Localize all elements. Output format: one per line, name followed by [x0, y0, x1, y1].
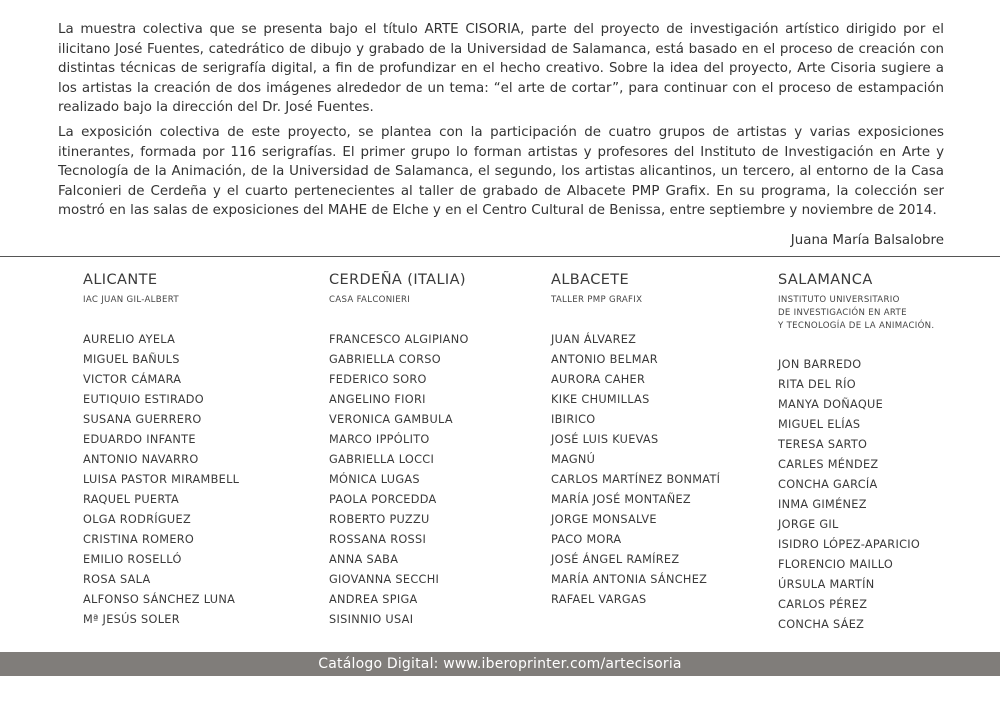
artist-name: CONCHA SÁEZ [778, 618, 865, 631]
artist-name: ANGELINO FIORI [329, 393, 426, 406]
group-salamanca [778, 270, 934, 333]
artist-name: ANTONIO NAVARRO [83, 453, 199, 466]
artist-list-cerdena [329, 330, 469, 630]
artist-name: AURORA CAHER [551, 373, 646, 386]
artist-name: GABRIELLA LOCCI [329, 453, 435, 466]
artist-name: VERONICA GAMBULA [329, 413, 453, 426]
artist-list-alicante [83, 330, 239, 630]
artist-name: CARLES MÉNDEZ [778, 458, 879, 471]
artist-name: CARLOS PÉREZ [778, 598, 868, 611]
artist-name: PACO MORA [551, 533, 622, 546]
artist-name: MIGUEL BAÑULS [83, 353, 180, 366]
artist-name: CARLOS MARTÍNEZ BONMATÍ [551, 473, 721, 486]
artist-name: OLGA RODRÍGUEZ [83, 513, 191, 526]
divider-line [0, 256, 1000, 257]
artist-name: ANDREA SPIGA [329, 593, 418, 606]
group-cerdena [329, 270, 466, 307]
artist-name: JUAN ÁLVAREZ [551, 333, 637, 346]
artist-name: VICTOR CÁMARA [83, 373, 182, 386]
artist-list-salamanca [778, 355, 920, 635]
artist-name: MANYA DOÑAQUE [778, 398, 884, 411]
artist-name: JON BARREDO [778, 358, 862, 371]
artist-name: JORGE GIL [778, 518, 839, 531]
intro-text [58, 20, 944, 226]
artist-name: ÚRSULA MARTÍN [778, 578, 875, 591]
artist-name: ANNA SABA [329, 553, 399, 566]
group-subtitle: TALLER PMP GRAFIX [551, 295, 643, 305]
artist-name: MARÍA JOSÉ MONTAÑEZ [551, 493, 691, 506]
group-title: ALICANTE [83, 272, 158, 288]
group-subtitle: IAC JUAN GIL-ALBERT [83, 295, 179, 305]
artist-name: FEDERICO SORO [329, 373, 427, 386]
artist-name: ROBERTO PUZZU [329, 513, 430, 526]
intro-paragraph-2: La exposición colectiva de este proyecto, se plantea con la participación de cuatro grupos de artistas y varias exposiciones itinerantes, formada por 116 serigrafías. El primer grupo lo forman artistas y profesores del Instituto de Investigación en Arte y Tecnología de la Animación, de la Universidad de Salamanca, el segundo, los artistas alicantinos, un tercero, al entorno de la Casa Falconieri de Cerdeña y el cuarto pertenecientes al taller de grabado de Albacete PMP Grafix. En su programa, la colección ser mostró en las salas de exposiciones del MAHE de Elche y en el Centro Cultural de Benissa, entre septiembre y noviembre de 2014. [58, 124, 944, 219]
group-title: ALBACETE [551, 272, 630, 288]
artist-name: MARÍA ANTONIA SÁNCHEZ [551, 573, 708, 586]
artist-name: FRANCESCO ALGIPIANO [329, 333, 469, 346]
artist-name: ROSA SALA [83, 573, 151, 586]
artist-name: MÓNICA LUGAS [329, 473, 420, 486]
artist-name: FLORENCIO MAILLO [778, 558, 894, 571]
group-albacete [551, 270, 642, 307]
group-subtitle: CASA FALCONIERI [329, 295, 411, 305]
group-title: SALAMANCA [778, 272, 873, 288]
artist-name: MARCO IPPÓLITO [329, 433, 430, 446]
artist-name: RAQUEL PUERTA [83, 493, 180, 506]
group-subtitle: INSTITUTO UNIVERSITARIO DE INVESTIGACIÓN EN ARTE Y TECNOLOGÍA DE LA ANIMACIÓN. [778, 295, 935, 331]
artist-name: EMILIO ROSELLÓ [83, 553, 182, 566]
artist-list-albacete [551, 330, 720, 610]
artist-name: PAOLA PORCEDDA [329, 493, 437, 506]
intro-paragraph-1: La muestra colectiva que se presenta bajo el título ARTE CISORIA, parte del proyecto de investigación artístico dirigido por el ilicitano José Fuentes, catedrático de dibujo y grabado de la Universidad de Salamanca, está basado en el proceso de creación con distintas técnicas de serigrafía digital, a fin de profundizar en el hecho creativo. Sobre la idea del proyecto, Arte Cisoria sugiere a los artistas la creación de dos imágenes alrededor de un tema: “el arte de cortar”, para continuar con el proceso de estampación realizado bajo la dirección del Dr. José Fuentes. [58, 22, 944, 116]
artist-name: ROSSANA ROSSI [329, 533, 427, 546]
artist-name: JOSÉ ÁNGEL RAMÍREZ [551, 553, 680, 566]
artist-name: JOSÉ LUIS KUEVAS [551, 433, 659, 446]
artist-name: Mª JESÚS SOLER [83, 613, 180, 626]
artist-name: JORGE MONSALVE [551, 513, 657, 526]
artist-name: ANTONIO BELMAR [551, 353, 658, 366]
artist-name: AURELIO AYELA [83, 333, 176, 346]
artist-name: IBIRICO [551, 413, 596, 426]
group-alicante [83, 270, 179, 307]
artist-name: EUTIQUIO ESTIRADO [83, 393, 204, 406]
catalog-link-text: Catálogo Digital: www.iberoprinter.com/artecisoria [318, 656, 682, 672]
artist-name: MIGUEL ELÍAS [778, 418, 861, 431]
artist-name: CRISTINA ROMERO [83, 533, 195, 546]
artist-name: EDUARDO INFANTE [83, 433, 196, 446]
artist-name: CONCHA GARCÍA [778, 478, 878, 491]
artist-name: GABRIELLA CORSO [329, 353, 441, 366]
artist-name: GIOVANNA SECCHI [329, 573, 440, 586]
author-signature: Juana María Balsalobre [790, 233, 944, 248]
artist-name: SISINNIO USAI [329, 613, 414, 626]
artist-name: RAFAEL VARGAS [551, 593, 647, 606]
artist-name: INMA GIMÉNEZ [778, 498, 867, 511]
footer-bar [0, 652, 1000, 676]
artist-name: RITA DEL RÍO [778, 378, 856, 391]
group-title: CERDEÑA (ITALIA) [329, 272, 466, 288]
artist-name: KIKE CHUMILLAS [551, 393, 650, 406]
artist-name: TERESA SARTO [778, 438, 868, 451]
artist-name: ALFONSO SÁNCHEZ LUNA [83, 593, 236, 606]
artist-name: ISIDRO LÓPEZ-APARICIO [778, 538, 921, 551]
artist-name: MAGNÚ [551, 453, 596, 466]
artist-name: SUSANA GUERRERO [83, 413, 202, 426]
artist-name: LUISA PASTOR MIRAMBELL [83, 473, 240, 486]
